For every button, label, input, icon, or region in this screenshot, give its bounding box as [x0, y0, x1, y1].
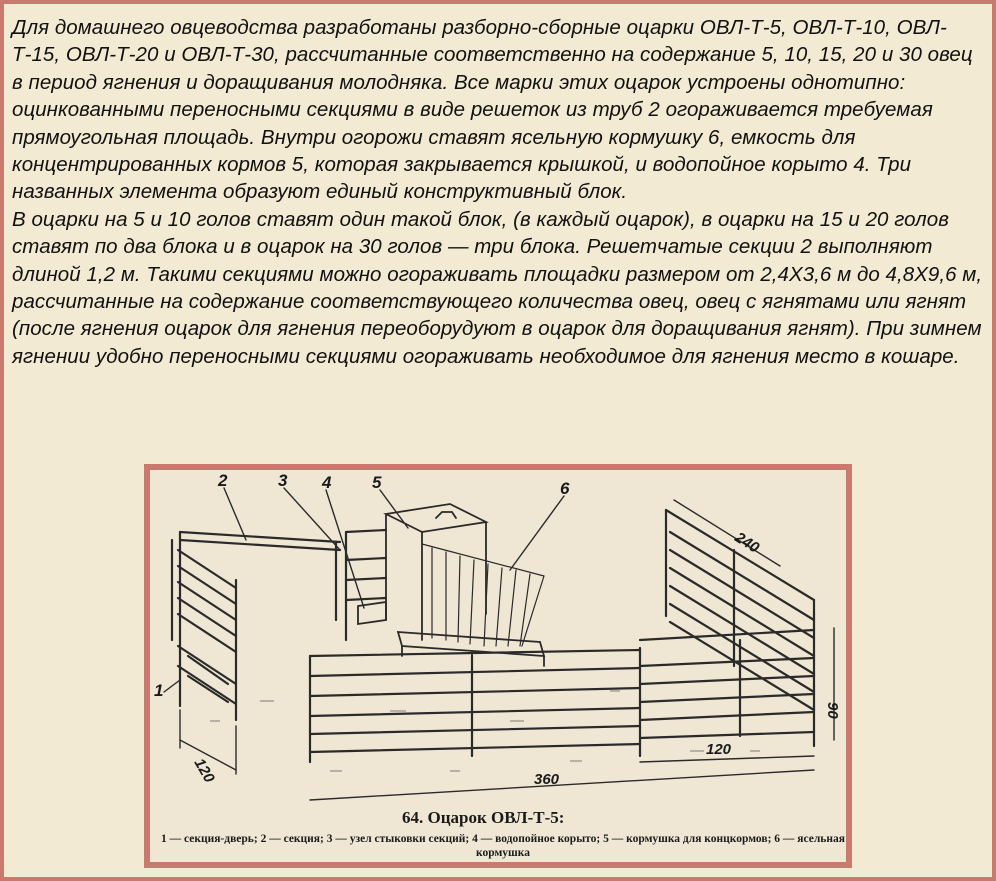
hay-rack: [422, 544, 544, 646]
pen-drawing: [150, 470, 846, 862]
callout-5: 5: [372, 473, 382, 492]
pen-illustration: [150, 470, 846, 862]
figure-caption-title: 64. Оцарок ОВЛ-Т-5:: [402, 808, 565, 827]
section-back-left: [172, 532, 340, 640]
figure-frame: [144, 464, 852, 868]
dim-section-length: 120: [706, 741, 732, 758]
dim-door-width: 120: [190, 755, 218, 786]
paragraph-2: В оцарки на 5 и 10 голов ставят один такой блок, (в каждый оцарок), в оцарки на 15 и 20 голов ставят по два блока и в оцарок на 30 голов — три блока. Решетчатые секции 2 выполняют длиной 1,2 м. Такими секциями можно огораживать площадки размером от 2,4X3,6 м до 4,8X9,6 м, рассчитанные на содержание соответствующего количества овец, овец с ягнятами или ягнят (после ягнения оцарок для ягнения переоборудуют в оцарок для доращивания ягнят). При зимнем ягнении удобно переносными секциями огораживать необходимое для ягнения место в кошаре.: [12, 207, 983, 368]
callout-leaders: [164, 488, 564, 692]
figure-caption-legend: 1 — секция-дверь; 2 — секция; 3 — узел стыковки секций; 4 — водопойное корыто; 5 — кормушка для концкормов; 6 — ясельная кормушка: [160, 833, 845, 859]
section-front: [310, 650, 640, 762]
dim-height: 90: [824, 702, 841, 719]
callout-4: 4: [322, 473, 332, 492]
callout-1: 1: [154, 681, 164, 700]
paragraph-1: Для домашнего овцеводства разработаны разборно-сборные оцарки ОВЛ-Т-5, ОВЛ-Т-10, ОВЛ-Т-15, ОВЛ-Т-20 и ОВЛ-Т-30, рассчитанные соответственно на содержание 5, 10, 15, 20 и 30 овец в период ягнения и доращивания молодняка. Все марки этих оцарок устроены однотипно: оцинкованными переносными секциями в виде решеток из труб 2 огораживается требуемая прямоугольная площадь. Внутри огорожи ставят ясельную кормушку 6, емкость для концентрированных кормов 5, которая закрывается крышкой, и водопойное корыто 4. Три названных элемента образуют единый конструктивный блок.: [12, 16, 973, 204]
dim-total-length: 360: [534, 771, 560, 788]
callout-2: 2: [218, 471, 228, 490]
article-text: [12, 14, 987, 370]
floor-texture: [210, 690, 760, 772]
section-door: [178, 550, 236, 720]
dim-depth: 240: [731, 528, 763, 557]
water-trough: [358, 602, 544, 666]
page: [4, 4, 992, 877]
callout-6: 6: [560, 479, 570, 498]
callout-3: 3: [278, 471, 288, 490]
